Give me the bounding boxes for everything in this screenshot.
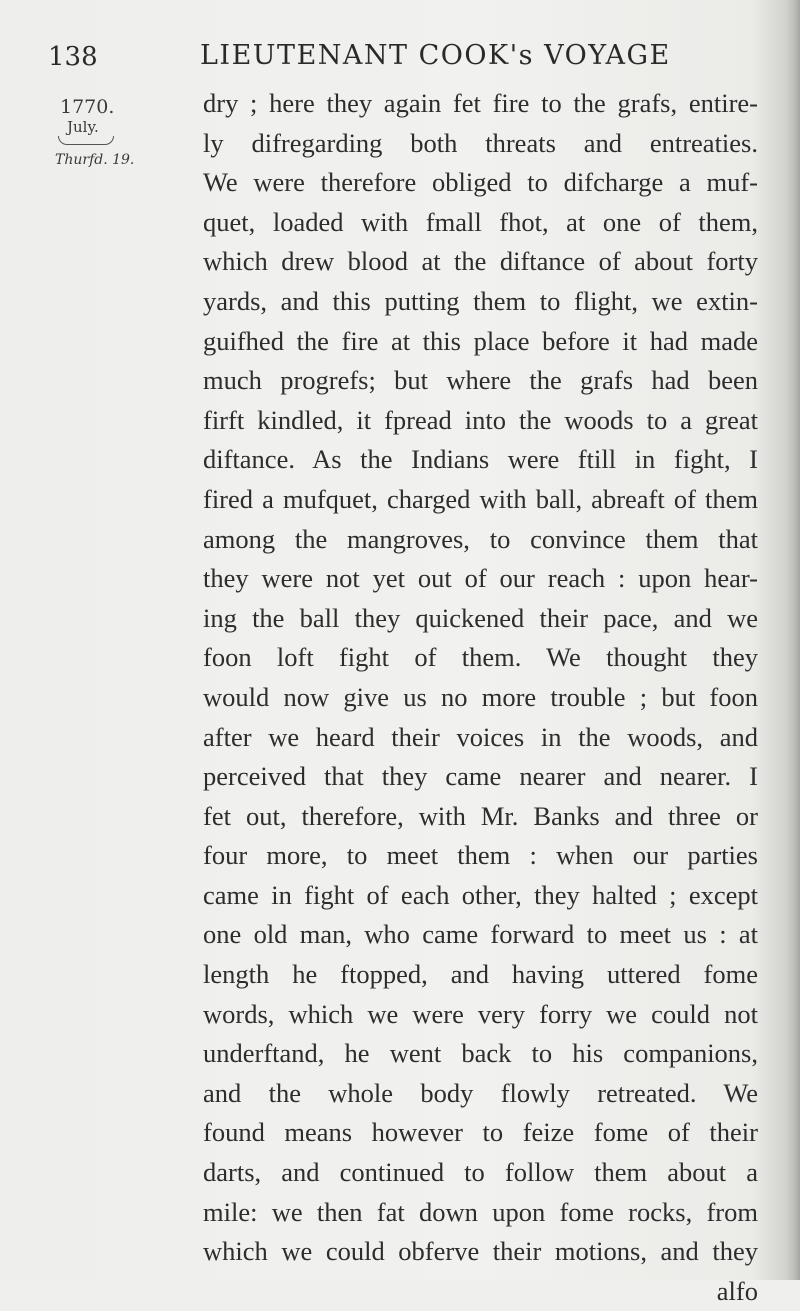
text-line: came in fight of each other, they halted ; except — [203, 879, 758, 910]
text-line: fet out, therefore, with Mr. Banks and three or — [203, 800, 758, 831]
text-line: after we heard their voices in the woods, and — [203, 721, 758, 752]
text-line: darts, and continued to follow them about a — [203, 1157, 758, 1188]
text-line: underftand, he went back to his companions, — [203, 1038, 758, 1069]
text-line: ly difregarding both threats and entreaties. — [203, 127, 758, 158]
text-line: dry ; here they again fet fire to the grafs, entire- — [203, 88, 758, 118]
text-line: which we could obferve their motions, and they — [203, 1236, 758, 1267]
page-edge-shadow — [786, 0, 800, 1280]
margin-note-month: July. — [67, 118, 99, 136]
text-line: much progrefs; but where the grafs had been — [203, 365, 758, 396]
text-line: they were not yet out of our reach : upon hear- — [203, 563, 758, 594]
text-line: fired a mufquet, charged with ball, abreaft of them — [203, 483, 758, 514]
text-line: yards, and this putting them to flight, we extin- — [203, 285, 758, 316]
text-line: ing the ball they quickened their pace, and we — [203, 602, 758, 633]
text-line: mile: we then fat down upon fome rocks, from — [203, 1196, 758, 1227]
text-line: and the whole body flowly retreated. We — [203, 1077, 758, 1108]
text-line: which drew blood at the diftance of about forty — [203, 246, 758, 277]
catchword: alfo — [716, 1275, 758, 1306]
text-line: among the mangroves, to convince them that — [203, 523, 758, 554]
margin-brace — [58, 136, 114, 145]
text-line: firft kindled, it fpread into the woods to a great — [203, 404, 758, 435]
text-line: perceived that they came nearer and nearer. I — [203, 761, 758, 792]
text-line: found means however to feize fome of their — [203, 1117, 758, 1148]
text-line: would now give us no more trouble ; but foon — [203, 681, 758, 712]
text-line: words, which we were very forry we could not — [203, 998, 758, 1029]
text-line: quet, loaded with fmall fhot, at one of them, — [203, 206, 758, 237]
running-title: LIEUTENANT COOK's VOYAGE — [200, 40, 671, 71]
text-line: four more, to meet them : when our parties — [203, 840, 758, 871]
text-line: foon loft fight of them. We thought they — [203, 642, 758, 673]
text-line: one old man, who came forward to meet us : at — [203, 919, 758, 950]
page-number: 138 — [48, 42, 98, 72]
body-text — [203, 84, 758, 1311]
margin-note-year: 1770. — [60, 96, 115, 118]
text-line: diftance. As the Indians were ftill in fight, I — [203, 444, 758, 475]
text-line: guifhed the fire at this place before it had made — [203, 325, 758, 356]
text-line: We were therefore obliged to difcharge a muf- — [203, 167, 758, 198]
text-line: length he ftopped, and having uttered fome — [203, 959, 758, 990]
margin-note-day: Thurfd. 19. — [55, 152, 135, 168]
